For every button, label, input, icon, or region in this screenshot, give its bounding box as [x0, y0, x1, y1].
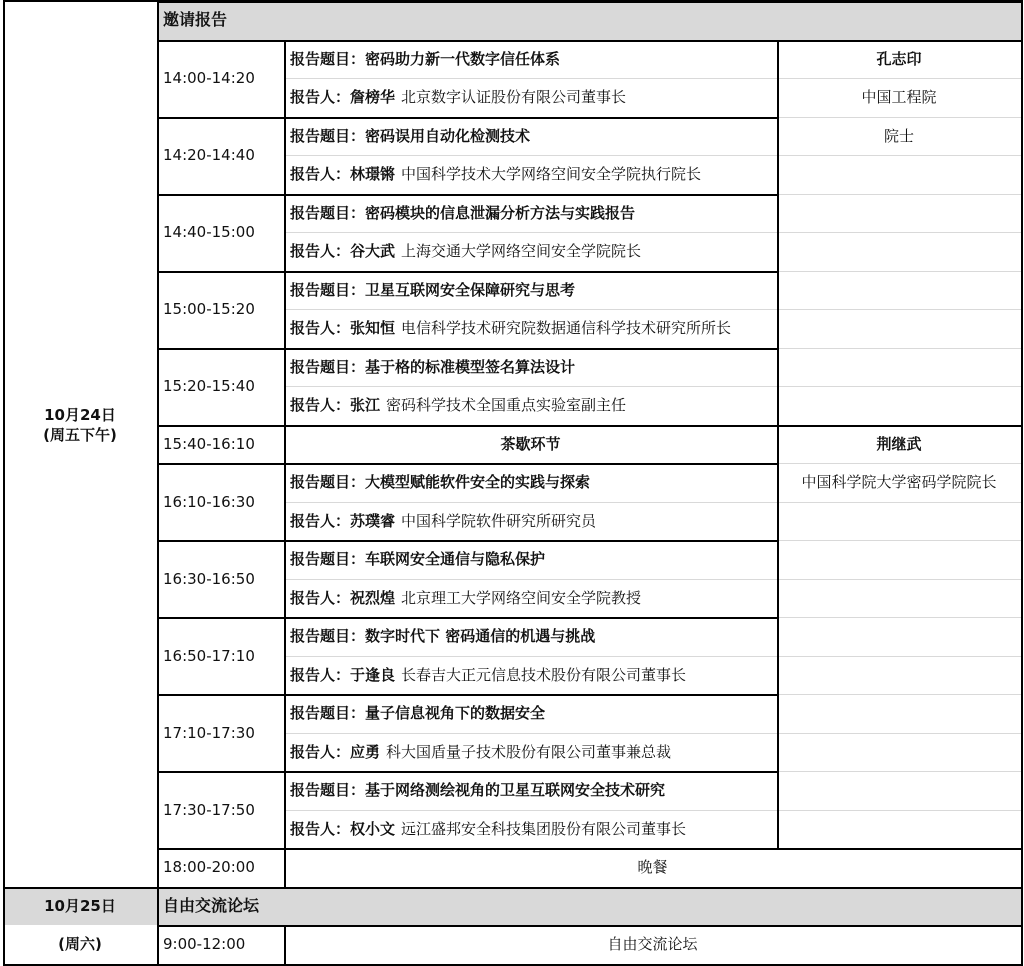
day1-date-block — [3, 386, 157, 463]
dinner-label: 晚餐 — [637, 858, 668, 877]
talk-speaker-line — [284, 579, 777, 618]
col-border — [157, 0, 159, 964]
topic-text: 密码模块的信息泄漏分析方法与实践报告 — [365, 203, 636, 222]
topic-label: 报告题目： — [290, 49, 366, 68]
speaker-name: 祝烈煌 — [350, 588, 396, 607]
speaker-affiliation: 上海交通大学网络空间安全学院院长 — [401, 242, 642, 261]
talk-time: 17:30-17:50 — [163, 800, 255, 819]
speaker-name: 权小文 — [350, 819, 396, 838]
topic-label: 报告题目： — [290, 627, 366, 646]
day1-date: 10月24日 — [44, 405, 116, 424]
speaker-label: 报告人： — [290, 665, 351, 684]
topic-label: 报告题目： — [290, 126, 366, 145]
speaker-affiliation: 密码科学技术全国重点实验室副主任 — [386, 396, 627, 415]
talk-topic — [284, 271, 777, 310]
speaker-affiliation: 中国科学院软件研究所研究员 — [401, 511, 597, 530]
header-mask — [284, 1, 286, 40]
day2-label: 自由交流论坛 — [607, 935, 698, 954]
topic-text: 车联网安全通信与隐私保护 — [365, 550, 546, 569]
talk-speaker-line — [284, 232, 777, 271]
speaker-affiliation: 北京理工大学网络空间安全学院教授 — [401, 588, 642, 607]
row-border — [157, 964, 1023, 966]
chair-name: 荆继武 — [876, 434, 922, 453]
day2-section-title: 自由交流论坛 — [163, 895, 260, 915]
talk-speaker-line — [284, 502, 777, 541]
col-border — [284, 0, 286, 964]
speaker-name: 谷大武 — [350, 242, 396, 261]
speaker-label: 报告人： — [290, 88, 351, 107]
talk-speaker-line — [284, 309, 777, 348]
topic-label: 报告题目： — [290, 781, 366, 800]
speaker-name: 林璟锵 — [350, 165, 396, 184]
col-border — [3, 0, 5, 964]
row-border — [157, 425, 777, 427]
speaker-label: 报告人： — [290, 396, 351, 415]
dinner-time: 18:00-20:00 — [163, 858, 255, 877]
speaker-label: 报告人： — [290, 511, 351, 530]
speaker-affiliation: 中国科学技术大学网络空间安全学院执行院长 — [401, 165, 702, 184]
topic-text: 密码误用自动化检测技术 — [365, 126, 531, 145]
talk-speaker-line — [284, 386, 777, 425]
speaker-affiliation: 科大国盾量子技术股份有限公司董事兼总裁 — [386, 742, 672, 761]
talk-topic — [284, 40, 777, 79]
break-time: 15:40-16:10 — [163, 434, 255, 453]
day1-weekday: (周五下午) — [43, 425, 117, 444]
row-border — [157, 887, 1023, 889]
speaker-affiliation: 长春吉大正元信息技术股份有限公司董事长 — [401, 665, 687, 684]
row-border — [3, 964, 157, 966]
speaker-label: 报告人： — [290, 165, 351, 184]
talk-topic — [284, 348, 777, 387]
topic-text: 基于格的标准模型签名算法设计 — [365, 357, 576, 376]
chair-title: 中国工程院 — [861, 88, 937, 107]
topic-text: 基于网络测绘视角的卫星互联网安全技术研究 — [365, 781, 666, 800]
speaker-label: 报告人： — [290, 588, 351, 607]
topic-text: 数字时代下 密码通信的机遇与挑战 — [365, 627, 596, 646]
talk-speaker-line — [284, 656, 777, 695]
day2-time: 9:00-12:00 — [163, 935, 246, 954]
topic-text: 量子信息视角下的数据安全 — [365, 704, 546, 723]
talk-time: 15:20-15:40 — [163, 377, 255, 395]
topic-label: 报告题目： — [290, 357, 366, 376]
talk-speaker-line — [284, 810, 777, 849]
talk-time: 14:20-14:40 — [163, 146, 255, 164]
talk-time: 16:30-16:50 — [163, 569, 255, 588]
topic-text: 大模型赋能软件安全的实践与探索 — [365, 473, 591, 492]
day2-date: 10月25日 — [44, 896, 116, 915]
row-border — [777, 425, 1021, 427]
talk-time: 17:10-17:30 — [163, 723, 255, 742]
talk-time: 16:50-17:10 — [163, 646, 255, 665]
speaker-name: 张江 — [350, 396, 381, 415]
talk-topic — [284, 694, 777, 733]
talk-speaker-line — [284, 733, 777, 772]
row-border — [157, 463, 777, 465]
col-border — [777, 40, 779, 849]
day2-weekday: (周六) — [58, 935, 102, 954]
col-border — [1021, 0, 1023, 964]
talk-speaker-line — [284, 78, 777, 117]
speaker-label: 报告人： — [290, 819, 351, 838]
topic-label: 报告题目： — [290, 203, 366, 222]
section-title: 邀请报告 — [163, 10, 228, 30]
talk-topic — [284, 117, 777, 156]
talk-speaker-line — [284, 155, 777, 194]
talk-topic — [284, 540, 777, 579]
talk-topic — [284, 194, 777, 233]
topic-label: 报告题目： — [290, 550, 366, 569]
break-label: 茶歇环节 — [500, 434, 561, 453]
speaker-label: 报告人： — [290, 742, 351, 761]
col-border — [157, 887, 159, 926]
talk-time: 15:00-15:20 — [163, 300, 255, 318]
talk-time: 14:00-14:20 — [163, 69, 255, 87]
speaker-label: 报告人： — [290, 319, 351, 338]
talk-time: 16:10-16:30 — [163, 492, 255, 511]
topic-label: 报告题目： — [290, 473, 366, 492]
chair-title: 院士 — [883, 126, 914, 145]
talk-topic — [284, 771, 777, 810]
speaker-affiliation: 电信科学技术研究院数据通信科学技术研究所所长 — [401, 319, 732, 338]
row-border — [3, 887, 157, 889]
talk-time: 14:40-15:00 — [163, 223, 255, 241]
speaker-name: 应勇 — [350, 742, 381, 761]
talk-topic — [284, 617, 777, 656]
topic-text: 密码助力新一代数字信任体系 — [365, 49, 561, 68]
row-border — [157, 925, 1023, 927]
row-border — [157, 848, 1023, 850]
chair-name: 孔志印 — [876, 49, 922, 68]
topic-label: 报告题目： — [290, 280, 366, 299]
talk-topic — [284, 463, 777, 502]
header-mask — [284, 887, 286, 926]
speaker-affiliation: 远江盛邦安全科技集团股份有限公司董事长 — [401, 819, 687, 838]
row-border — [157, 40, 1023, 42]
speaker-affiliation: 北京数字认证股份有限公司董事长 — [401, 88, 627, 107]
speaker-name: 苏璞睿 — [350, 511, 396, 530]
topic-label: 报告题目： — [290, 704, 366, 723]
row-border — [3, 0, 1023, 2]
speaker-name: 于逢良 — [350, 665, 396, 684]
chair-title: 中国科学院大学密码学院院长 — [801, 473, 997, 492]
speaker-name: 张知恒 — [350, 319, 396, 338]
speaker-label: 报告人： — [290, 242, 351, 261]
topic-text: 卫星互联网安全保障研究与思考 — [365, 280, 576, 299]
speaker-name: 詹榜华 — [350, 88, 396, 107]
